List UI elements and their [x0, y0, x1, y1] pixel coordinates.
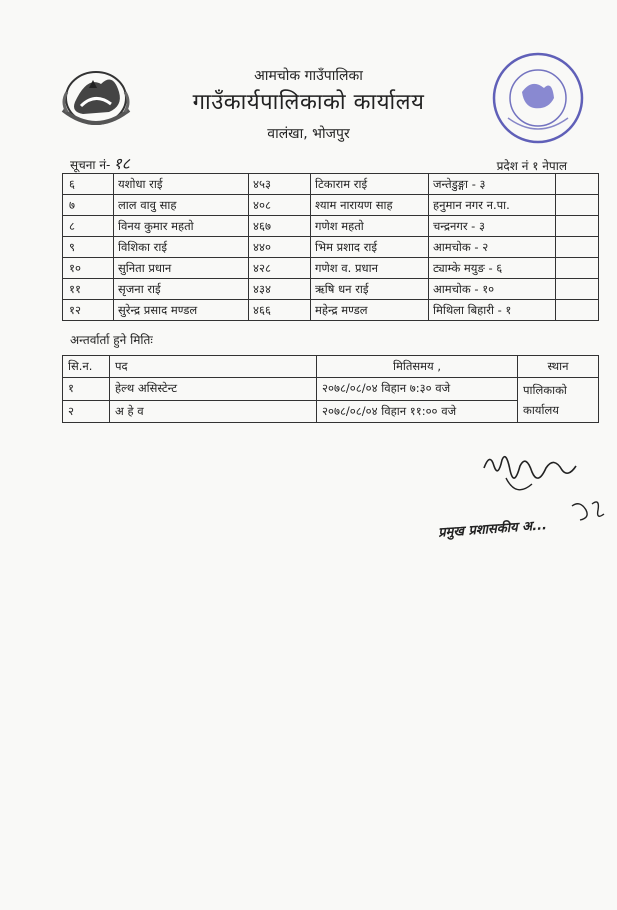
- office-title: गाउँकार्यपालिकाको कार्यालय: [192, 90, 425, 115]
- candidate-name: विशिका राई: [114, 237, 249, 258]
- header-location: स्थान: [518, 356, 599, 378]
- candidate-row: [63, 216, 599, 237]
- candidate-sn: १०: [63, 258, 114, 279]
- candidate-guardian: गणेश महतो: [311, 216, 429, 237]
- candidate-guardian: टिकाराम राई: [311, 174, 429, 195]
- schedule-location: पालिकाको कार्यालय: [518, 378, 599, 423]
- candidate-roll: ४६६: [249, 300, 311, 321]
- official-stamp-icon: [488, 48, 588, 148]
- schedule-datetime: २०७८/०८/०४ विहान ७:३० वजे: [317, 378, 518, 401]
- header-sn: सि.न.: [63, 356, 110, 378]
- candidate-guardian: भिम प्रशाद राई: [311, 237, 429, 258]
- schedule-post: हेल्थ असिस्टेन्ट: [110, 378, 317, 401]
- candidate-remark: [556, 258, 599, 279]
- province-label: प्रदेश नं १ नेपाल: [496, 159, 567, 173]
- candidate-remark: [556, 216, 599, 237]
- candidate-roll: ४०८: [249, 195, 311, 216]
- candidate-name: सृजना राई: [114, 279, 249, 300]
- candidate-row: [63, 300, 599, 321]
- candidate-name: यशोधा राई: [114, 174, 249, 195]
- candidate-address: मिथिला बिहारी - १: [429, 300, 556, 321]
- schedule-post: अ हे व: [110, 400, 317, 423]
- candidate-guardian: गणेश व. प्रधान: [311, 258, 429, 279]
- candidate-guardian: महेन्द्र मण्डल: [311, 300, 429, 321]
- schedule-datetime: २०७८/०८/०४ विहान ११:०० वजे: [317, 400, 518, 423]
- municipality-name: आमचोक गाउँपालिका: [254, 68, 363, 84]
- candidate-row: [63, 258, 599, 279]
- candidate-address: जन्तेडुङ्गा - ३: [429, 174, 556, 195]
- candidate-sn: ११: [63, 279, 114, 300]
- schedule-sn: २: [63, 400, 110, 423]
- candidate-guardian: ऋषि धन राई: [311, 279, 429, 300]
- notice-number-value: १८: [113, 154, 130, 173]
- candidate-roll: ४६७: [249, 216, 311, 237]
- candidate-sn: ६: [63, 174, 114, 195]
- candidate-remark: [556, 300, 599, 321]
- candidate-guardian: श्याम नारायण साह: [311, 195, 429, 216]
- candidate-row: [63, 174, 599, 195]
- schedule-sn: १: [63, 378, 110, 401]
- schedule-row: [63, 378, 599, 401]
- signatory-title: प्रमुख प्रशासकीय अ...: [437, 518, 548, 541]
- candidate-address: चन्द्रनगर - ३: [429, 216, 556, 237]
- candidate-address: आमचोक - २: [429, 237, 556, 258]
- office-address: वालंखा, भोजपुर: [267, 126, 350, 142]
- schedule-header-row: [63, 356, 599, 378]
- interview-date-label: अन्तर्वार्ता हुने मितिः: [70, 333, 153, 347]
- candidate-row: [63, 195, 599, 216]
- candidate-roll: ४५३: [249, 174, 311, 195]
- candidate-name: सुनिता प्रधान: [114, 258, 249, 279]
- candidate-remark: [556, 237, 599, 258]
- candidate-remark: [556, 279, 599, 300]
- interview-schedule-table: [62, 355, 599, 423]
- notice-label: सूचना नं-: [70, 158, 111, 172]
- candidate-row: [63, 279, 599, 300]
- notice-number: [70, 152, 130, 174]
- candidate-address: आमचोक - १०: [429, 279, 556, 300]
- candidate-roll: ४२८: [249, 258, 311, 279]
- candidate-row: [63, 237, 599, 258]
- candidate-roll: ४३४: [249, 279, 311, 300]
- header-post: पद: [110, 356, 317, 378]
- candidate-roll: ४४०: [249, 237, 311, 258]
- candidate-name: विनय कुमार महतो: [114, 216, 249, 237]
- candidate-address: हनुमान नगर न.पा.: [429, 195, 556, 216]
- candidates-table: [62, 173, 599, 321]
- candidate-sn: ९: [63, 237, 114, 258]
- candidate-sn: ७: [63, 195, 114, 216]
- candidate-name: लाल वावु साह: [114, 195, 249, 216]
- candidate-name: सुरेन्द्र प्रसाद मण्डल: [114, 300, 249, 321]
- candidate-sn: १२: [63, 300, 114, 321]
- candidate-address: ट्याम्के मयुङ - ६: [429, 258, 556, 279]
- candidate-remark: [556, 174, 599, 195]
- header-datetime: मितिसमय ,: [317, 356, 518, 378]
- candidate-remark: [556, 195, 599, 216]
- candidate-sn: ८: [63, 216, 114, 237]
